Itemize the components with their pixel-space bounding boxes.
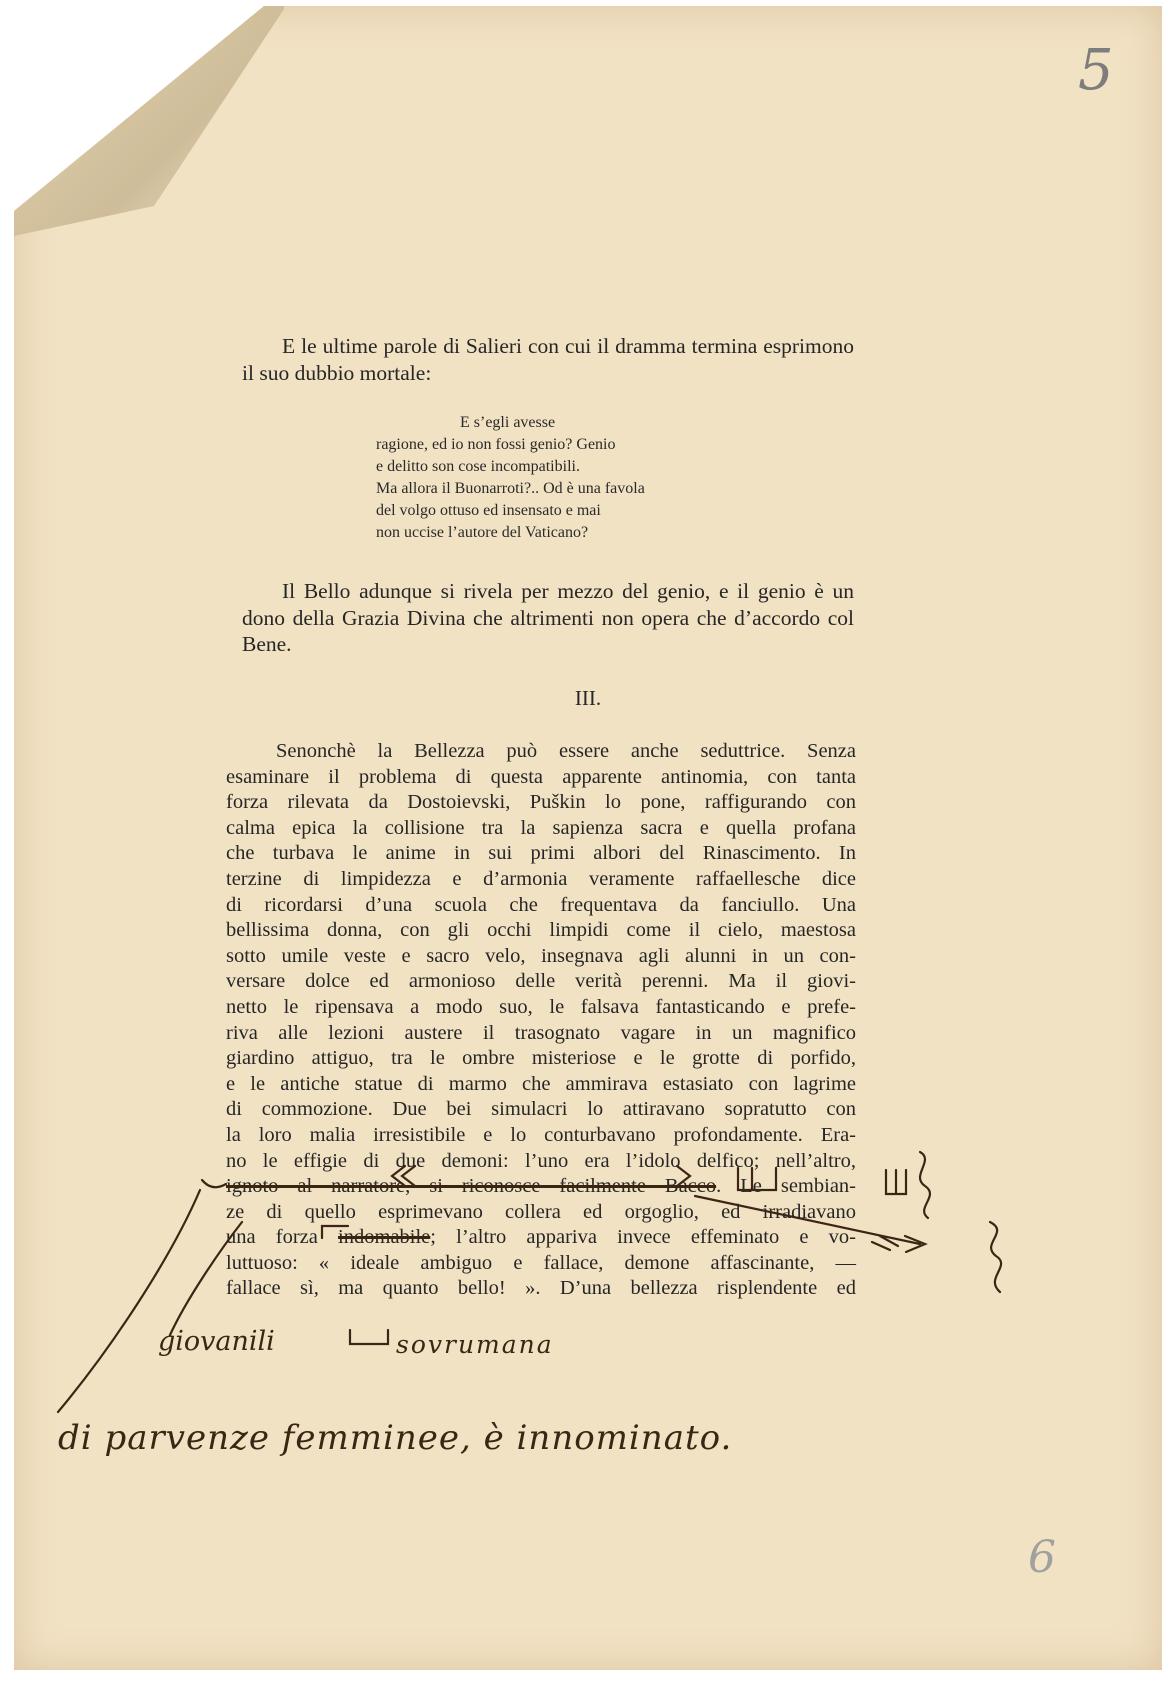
text-line: calma epica la collisione tra la sapienza sacra e quella profana [226,816,856,839]
text-line: Senonchè la Bellezza può essere anche seduttrice. Senza [276,740,856,762]
text-line: fallace sì, ma quanto bello! ». D’una bellezza risplendente ed [226,1277,856,1300]
struck-text-line [226,1174,856,1200]
text-line-head: una forza [226,1226,339,1249]
text-line: bellissima donna, con gli occhi limpidi come il cielo, maestosa [226,919,856,942]
page-number-top: 5 [1078,38,1114,103]
poem-line: del volgo ottuso ed insensato e mai [376,502,601,519]
text-line-tail: ; l’altro appariva invece effeminato e vo- [430,1226,856,1249]
poem-line: ragione, ed io non fossi genio? Genio [376,436,616,453]
text-line: luttuoso: « ideale ambiguo e fallace, demone affascinante, — [226,1251,856,1274]
poem-line: E s’egli avesse [460,414,556,431]
bello-text: Il Bello adunque si rivela per mezzo del genio, e il genio è un dono della Grazia Divina che altrimenti non opera che d’accordo col Bene. [242,579,854,656]
text-line: ze di quello esprimevano collera ed orgoglio, ed irradiavano [226,1200,856,1223]
intro-paragraph [242,333,854,386]
text-line: di ricordarsi d’una scuola che frequentava da fanciullo. Una [226,893,856,916]
section-heading: III. [574,686,602,710]
page-number-bottom: 6 [1028,1532,1056,1583]
text-line: esaminare il problema di questa apparente antinomia, con tanta [226,765,856,788]
handwritten-note-parvenze: di parvenze femminee, è innominato. [58,1418,733,1458]
text-line: giardino attiguo, tra le ombre misteriose e le grotte di porfido, [226,1047,856,1070]
poem-quote [376,412,736,544]
main-paragraph [226,739,856,1302]
poem-line: non uccise l’autore del Vaticano? [376,524,589,541]
text-line: sotto umile veste e sacro velo, insegnava agli alunni in un con- [226,944,856,967]
intro-text: E le ultime parole di Salieri con cui il dramma termina esprimono il suo dubbio mortale: [242,334,854,385]
text-line-tail: . Le sembian- [716,1175,856,1198]
struck-text: indomabile [338,1226,431,1249]
text-line: e le antiche statue di marmo che ammirava estasiato con lagrime [226,1072,856,1095]
handwritten-note-sovrumana: sovrumana [396,1330,554,1359]
text-line: riva alle lezioni austere il trasognato vagare in un magnifico [226,1021,856,1044]
bello-paragraph [242,578,854,658]
handwritten-note-giovanili: giovanili [158,1326,275,1357]
poem-line: e delitto son cose incompatibili. [376,458,580,475]
text-line: netto le ripensava a modo suo, le falsava fantasticando e prefe- [226,995,856,1018]
text-line: terzine di limpidezza e d’armonia veramente raffaellesche dice [226,867,856,890]
struck-text: ignoto al narratore, si riconosce facilmente Bacco [226,1175,717,1198]
poem-line: Ma allora il Buonarroti?.. Od è una favola [376,480,645,497]
struck-text-line [226,1225,856,1251]
text-line: versare dolce ed armonioso delle verità perenni. Ma il giovi- [226,970,856,993]
text-line: di commozione. Due bei simulacri lo attiravano sopratutto con [226,1098,856,1121]
text-line: la loro malia irresistibile e lo conturbavano profondamente. Era- [226,1123,856,1146]
text-line: che turbava le anime in sui primi albori del Rinascimento. In [226,842,856,865]
text-line: no le effigie di due demoni: l’uno era l’idolo delfico; nell’altro, [226,1149,856,1172]
text-line: forza rilevata da Dostoievski, Puškin lo pone, raffigurando con [226,791,856,814]
